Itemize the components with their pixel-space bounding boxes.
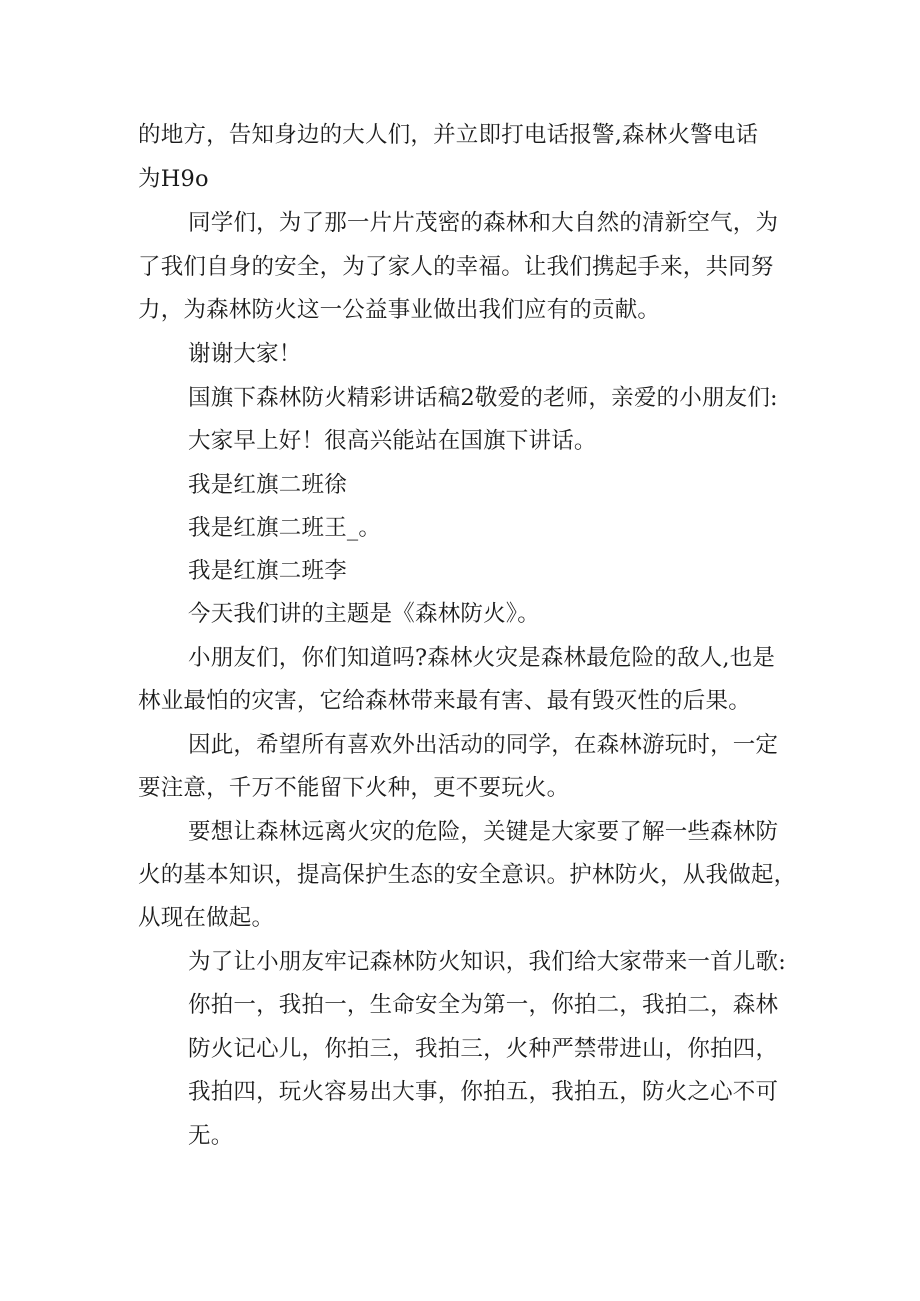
text-line: 为H9o bbox=[138, 166, 209, 192]
text-line: 从现在做起。 bbox=[138, 905, 275, 931]
paragraph-line: 谢谢大家！ bbox=[188, 341, 302, 367]
text-line: 要注意，千万不能留下火种，更不要玩火。 bbox=[138, 775, 570, 801]
paragraph-line: 我是红旗二班王_。 bbox=[188, 515, 382, 541]
poem-line: 防火记心儿，你拍三，我拍三，火种严禁带进山，你拍四， bbox=[188, 1036, 779, 1062]
text-line: 林业最怕的灾害，它给森林带来最有害、最有毁灭性的后果。 bbox=[138, 688, 751, 714]
paragraph-line: 大家早上好！很高兴能站在国旗下讲话。 bbox=[188, 428, 597, 454]
paragraph-line: 同学们，为了那一片片茂密的森林和大自然的清新空气，为 bbox=[188, 210, 779, 236]
paragraph-line: 为了让小朋友牢记森林防火知识，我们给大家带来一首儿歌: bbox=[188, 949, 786, 975]
text-line: 的地方，告知身边的大人们，并立即打电话报警,森林火警电话 bbox=[138, 122, 759, 148]
text-line: 力，为森林防火这一公益事业做出我们应有的贡献。 bbox=[138, 297, 661, 323]
poem-line: 无。 bbox=[188, 1123, 234, 1149]
paragraph-line: 今天我们讲的主题是《森林防火》。 bbox=[188, 601, 540, 627]
paragraph-line: 因此，希望所有喜欢外出活动的同学，在森林游玩时，一定 bbox=[188, 732, 779, 758]
section-heading-line: 国旗下森林防火精彩讲话稿2敬爱的老师，亲爱的小朋友们: bbox=[188, 385, 778, 411]
paragraph-line: 小朋友们，你们知道吗?森林火灾是森林最危险的敌人,也是 bbox=[188, 645, 776, 671]
text-line: 了我们自身的安全，为了家人的幸福。让我们携起手来，共同努 bbox=[138, 254, 774, 280]
poem-line: 你拍一，我拍一，生命安全为第一，你拍二，我拍二，森林 bbox=[188, 992, 779, 1018]
poem-line: 我拍四，玩火容易出大事，你拍五，我拍五，防火之心不可 bbox=[188, 1079, 779, 1105]
text-line: 火的基本知识，提高保护生态的安全意识。护林防火，从我做起， bbox=[138, 862, 797, 888]
paragraph-line: 我是红旗二班李 bbox=[188, 558, 347, 584]
paragraph-line: 我是红旗二班徐 bbox=[188, 472, 347, 498]
paragraph-line: 要想让森林远离火灾的危险，关键是大家要了解一些森林防 bbox=[188, 819, 779, 845]
